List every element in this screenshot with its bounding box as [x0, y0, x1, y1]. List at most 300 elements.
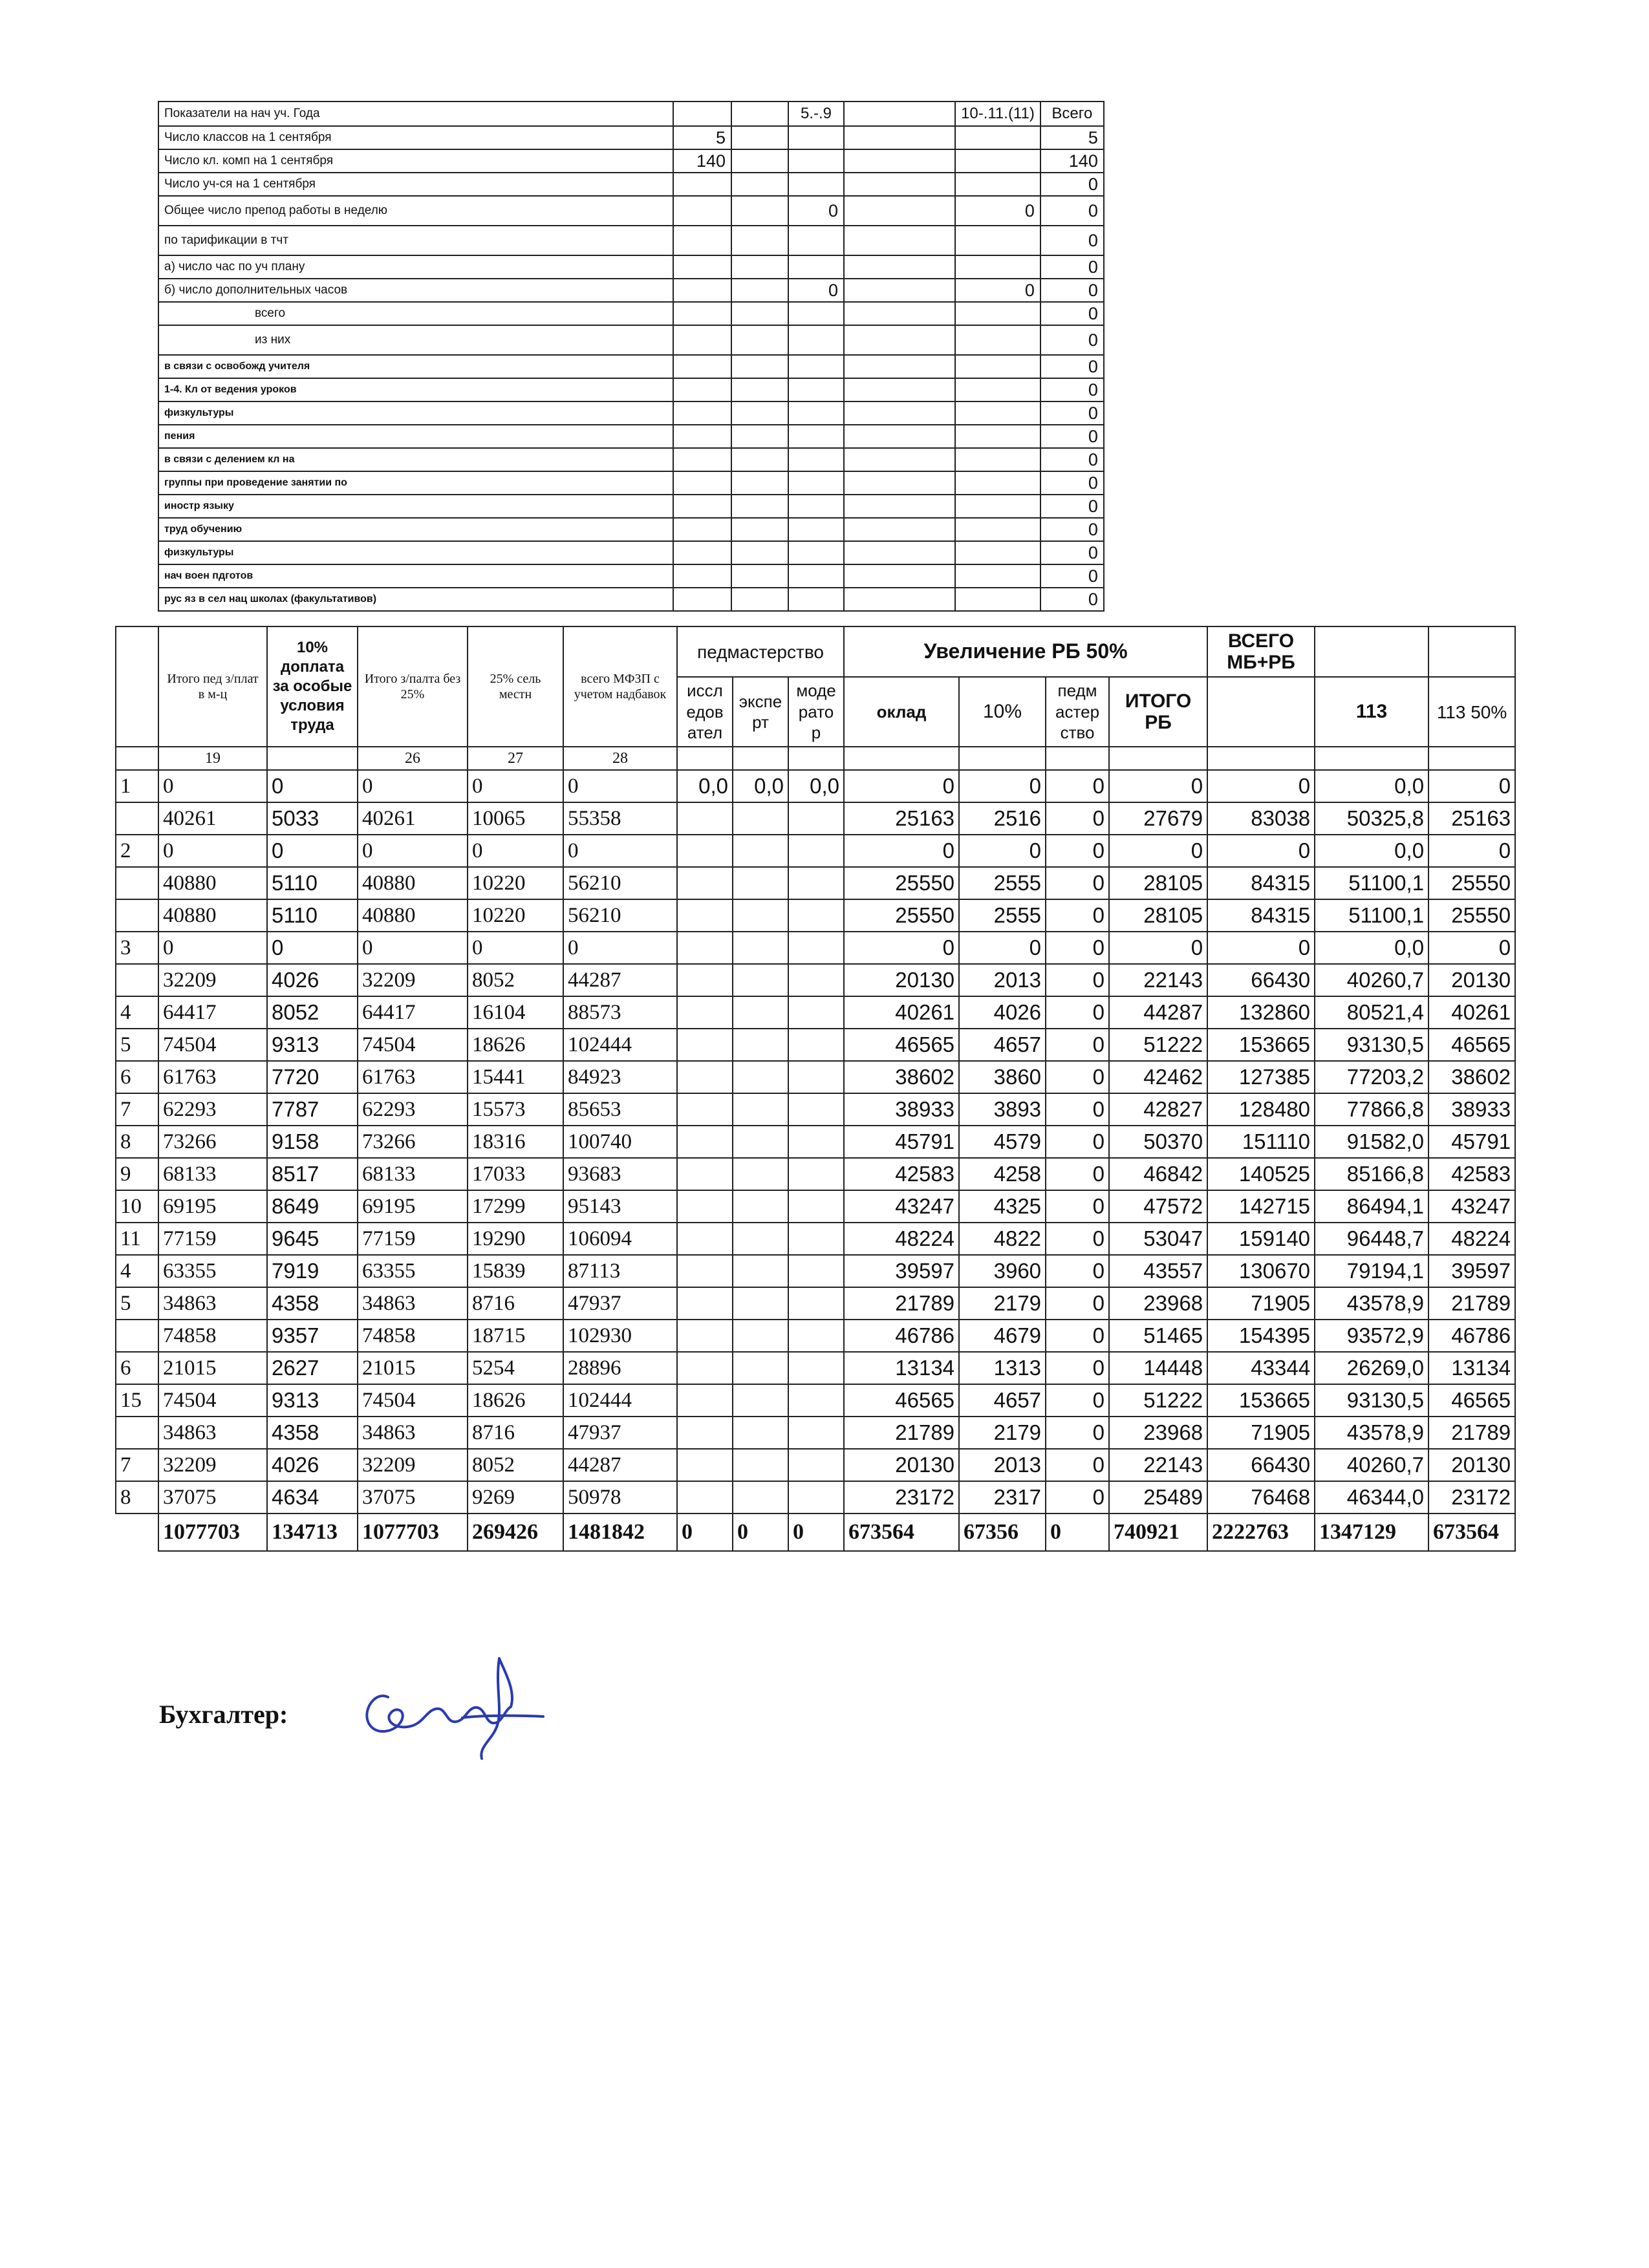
indicator-value [955, 425, 1040, 448]
table-cell: 47937 [563, 1287, 677, 1320]
table-cell [733, 1093, 788, 1126]
table-cell: 0 [1046, 1449, 1109, 1481]
table-cell: 38602 [1428, 1061, 1515, 1093]
table-cell: 4026 [959, 996, 1046, 1029]
table-cell: 20130 [1428, 1449, 1515, 1481]
indicator-row [158, 448, 1104, 471]
indicator-value: 0 [1040, 196, 1104, 226]
table-cell: 0 [1046, 1029, 1109, 1061]
table-cell [677, 1352, 733, 1384]
row-number [116, 1417, 158, 1449]
table-cell: 159140 [1207, 1223, 1315, 1255]
header-salary: оклад [844, 677, 959, 747]
column-index-cell [733, 747, 788, 770]
table-cell [788, 1287, 844, 1320]
indicator-value: 0 [1040, 355, 1104, 378]
table-cell [788, 1384, 844, 1417]
indicator-value [788, 564, 844, 588]
indicator-value: 0 [1040, 226, 1104, 255]
table-cell: 46565 [1428, 1029, 1515, 1061]
table-cell: 5110 [267, 867, 358, 899]
table-cell: 25550 [1428, 899, 1515, 932]
table-cell: 0 [358, 932, 468, 964]
indicator-value [844, 401, 955, 425]
table-cell: 46786 [1428, 1320, 1515, 1352]
header-researcher: иссл едов ател [677, 677, 733, 747]
row-number [116, 867, 158, 899]
table-cell: 2179 [959, 1287, 1046, 1320]
table-cell [733, 1190, 788, 1223]
table-cell: 0 [158, 770, 267, 802]
indicator-value [955, 471, 1040, 495]
table-cell: 77159 [158, 1223, 267, 1255]
table-cell: 0,0 [677, 770, 733, 802]
row-number [116, 1320, 158, 1352]
indicator-value [673, 564, 731, 588]
table-cell [788, 1190, 844, 1223]
indicator-value [731, 173, 788, 196]
table-cell: 40261 [358, 802, 468, 835]
table-cell: 0 [1046, 1352, 1109, 1384]
table-cell: 39597 [1428, 1255, 1515, 1287]
table-cell: 153665 [1207, 1029, 1315, 1061]
column-index-cell [677, 747, 733, 770]
row-number [116, 802, 158, 835]
header-blank-b [1428, 626, 1515, 677]
table-cell: 2317 [959, 1481, 1046, 1514]
indicators-header-row [158, 102, 1104, 126]
indicator-value [844, 226, 955, 255]
table-cell: 43557 [1109, 1255, 1207, 1287]
table-cell: 43247 [844, 1190, 959, 1223]
table-cell: 0 [1428, 770, 1515, 802]
table-cell: 26269,0 [1315, 1352, 1428, 1384]
table-cell: 74504 [358, 1384, 468, 1417]
row-number: 10 [116, 1190, 158, 1223]
indicator-value [788, 149, 844, 173]
table-cell: 32209 [358, 964, 468, 996]
indicator-value [844, 355, 955, 378]
indicator-value: 0 [1040, 495, 1104, 518]
indicator-value [955, 173, 1040, 196]
table-cell: 45791 [844, 1126, 959, 1158]
table-cell: 61763 [158, 1061, 267, 1093]
indicator-value: 140 [1040, 149, 1104, 173]
table-cell [788, 1449, 844, 1481]
table-cell: 71905 [1207, 1417, 1315, 1449]
indicators-header-label: Показатели на нач уч. Года [158, 102, 673, 126]
table-cell: 3960 [959, 1255, 1046, 1287]
total-cell: 67356 [959, 1514, 1046, 1551]
indicator-label: труд обучению [158, 518, 673, 541]
table-cell: 20130 [844, 1449, 959, 1481]
table-cell: 38933 [844, 1093, 959, 1126]
indicator-value [788, 173, 844, 196]
indicator-value [673, 302, 731, 325]
table-cell: 21789 [1428, 1287, 1515, 1320]
indicator-row [158, 226, 1104, 255]
indicator-value [673, 255, 731, 279]
indicator-value [731, 378, 788, 401]
indicator-value [955, 378, 1040, 401]
indicator-row [158, 302, 1104, 325]
table-cell [733, 964, 788, 996]
table-cell: 0 [844, 835, 959, 867]
column-index-cell [788, 747, 844, 770]
table-cell [733, 1352, 788, 1384]
table-cell [677, 1449, 733, 1481]
table-cell: 71905 [1207, 1287, 1315, 1320]
table-cell: 0 [563, 835, 677, 867]
table-cell [677, 996, 733, 1029]
table-cell: 69195 [158, 1190, 267, 1223]
table-row [116, 1223, 1515, 1255]
indicator-row [158, 355, 1104, 378]
row-number: 5 [116, 1029, 158, 1061]
header-moderator: моде рато р [788, 677, 844, 747]
table-cell: 40880 [358, 899, 468, 932]
table-cell: 44287 [1109, 996, 1207, 1029]
column-index-row [116, 747, 1515, 770]
table-cell: 8716 [468, 1287, 563, 1320]
table-cell: 15573 [468, 1093, 563, 1126]
indicator-value [955, 588, 1040, 611]
table-cell: 28896 [563, 1352, 677, 1384]
table-cell: 0 [1046, 1384, 1109, 1417]
table-cell: 0,0 [1315, 932, 1428, 964]
table-cell: 142715 [1207, 1190, 1315, 1223]
table-cell: 50978 [563, 1481, 677, 1514]
table-cell [733, 1223, 788, 1255]
header-total-no25: Итого з/палта без 25% [358, 626, 468, 747]
indicator-label: иностр языку [158, 495, 673, 518]
indicators-header-cell [731, 102, 788, 126]
table-cell [677, 1190, 733, 1223]
indicator-value [788, 226, 844, 255]
table-cell: 0 [1046, 1255, 1109, 1287]
indicator-value: 0 [1040, 588, 1104, 611]
table-cell: 0 [1428, 932, 1515, 964]
table-cell: 68133 [158, 1158, 267, 1190]
total-cell: 0 [677, 1514, 733, 1551]
indicator-value [844, 495, 955, 518]
table-cell: 8052 [468, 1449, 563, 1481]
table-cell: 46565 [1428, 1384, 1515, 1417]
total-cell: 1481842 [563, 1514, 677, 1551]
table-cell: 40880 [158, 867, 267, 899]
indicator-value: 0 [1040, 302, 1104, 325]
indicator-value [955, 302, 1040, 325]
indicator-value: 0 [955, 279, 1040, 302]
table-cell: 69195 [358, 1190, 468, 1223]
table-cell: 128480 [1207, 1093, 1315, 1126]
table-row [116, 867, 1515, 899]
table-cell: 93683 [563, 1158, 677, 1190]
table-cell: 4026 [267, 964, 358, 996]
table-cell: 40261 [844, 996, 959, 1029]
indicator-value [673, 378, 731, 401]
table-row [116, 1029, 1515, 1061]
indicator-value [673, 325, 731, 355]
table-cell: 62293 [358, 1093, 468, 1126]
row-number [116, 964, 158, 996]
indicator-row [158, 149, 1104, 173]
indicator-value [955, 355, 1040, 378]
table-cell: 28105 [1109, 867, 1207, 899]
indicator-value [673, 425, 731, 448]
totals-row [116, 1514, 1515, 1551]
table-row [116, 1255, 1515, 1287]
table-cell: 88573 [563, 996, 677, 1029]
indicator-value [788, 302, 844, 325]
table-cell: 64417 [158, 996, 267, 1029]
indicator-row [158, 196, 1104, 226]
indicator-label: в связи с освобожд учителя [158, 355, 673, 378]
table-cell [788, 1029, 844, 1061]
table-cell: 4325 [959, 1190, 1046, 1223]
row-number: 5 [116, 1287, 158, 1320]
table-cell: 42827 [1109, 1093, 1207, 1126]
row-number: 15 [116, 1384, 158, 1417]
row-number: 1 [116, 770, 158, 802]
table-cell: 23172 [1428, 1481, 1515, 1514]
indicator-label: рус яз в сел нац школах (факультативов) [158, 588, 673, 611]
table-cell: 37075 [358, 1481, 468, 1514]
table-cell: 38933 [1428, 1093, 1515, 1126]
indicator-label: по тарификации в тчт [158, 226, 673, 255]
table-cell: 4358 [267, 1287, 358, 1320]
table-cell: 4358 [267, 1417, 358, 1449]
table-cell [788, 1061, 844, 1093]
table-cell: 0 [563, 770, 677, 802]
table-cell: 76468 [1207, 1481, 1315, 1514]
table-cell [733, 1287, 788, 1320]
indicator-value [955, 226, 1040, 255]
indicator-row [158, 588, 1104, 611]
header-pct10: 10% [959, 677, 1046, 747]
table-row [116, 1352, 1515, 1384]
column-index-cell: 19 [158, 747, 267, 770]
table-cell: 21789 [844, 1287, 959, 1320]
indicator-value [788, 401, 844, 425]
table-cell: 2627 [267, 1352, 358, 1384]
table-cell: 21015 [358, 1352, 468, 1384]
table-cell: 51100,1 [1315, 899, 1428, 932]
indicator-value [788, 355, 844, 378]
table-cell [677, 1481, 733, 1514]
table-cell: 85166,8 [1315, 1158, 1428, 1190]
table-cell: 96448,7 [1315, 1223, 1428, 1255]
indicator-value [673, 355, 731, 378]
table-cell: 0 [1046, 932, 1109, 964]
table-cell: 79194,1 [1315, 1255, 1428, 1287]
table-cell [677, 835, 733, 867]
indicator-value: 5 [673, 126, 731, 149]
indicator-value [788, 495, 844, 518]
table-cell [677, 1417, 733, 1449]
table-cell: 56210 [563, 899, 677, 932]
table-cell: 74504 [158, 1384, 267, 1417]
table-cell: 18715 [468, 1320, 563, 1352]
table-cell: 43247 [1428, 1190, 1515, 1223]
table-cell: 7919 [267, 1255, 358, 1287]
table-cell: 74858 [158, 1320, 267, 1352]
table-cell: 8649 [267, 1190, 358, 1223]
table-cell: 8052 [468, 964, 563, 996]
indicator-value: 0 [1040, 425, 1104, 448]
table-cell: 0 [1207, 932, 1315, 964]
table-cell: 25489 [1109, 1481, 1207, 1514]
indicator-label: из них [158, 325, 673, 355]
table-cell: 25163 [844, 802, 959, 835]
indicator-row [158, 518, 1104, 541]
column-index-cell [1207, 747, 1315, 770]
table-cell [733, 1126, 788, 1158]
table-cell: 43578,9 [1315, 1287, 1428, 1320]
table-cell: 21015 [158, 1352, 267, 1384]
table-cell: 63355 [158, 1255, 267, 1287]
table-cell [788, 835, 844, 867]
table-cell: 73266 [358, 1126, 468, 1158]
table-cell: 0 [844, 932, 959, 964]
indicator-label: физкультуры [158, 401, 673, 425]
indicator-value [731, 564, 788, 588]
indicator-value [955, 564, 1040, 588]
table-cell: 42462 [1109, 1061, 1207, 1093]
row-number: 4 [116, 996, 158, 1029]
table-cell: 51222 [1109, 1029, 1207, 1061]
table-cell: 0 [1046, 996, 1109, 1029]
header-increase: Увеличение РБ 50% [844, 626, 1207, 677]
header-expert: экспе рт [733, 677, 788, 747]
indicator-value [673, 448, 731, 471]
indicator-value: 140 [673, 149, 731, 173]
column-index-cell [267, 747, 358, 770]
indicator-value: 0 [1040, 471, 1104, 495]
row-number: 4 [116, 1255, 158, 1287]
table-cell: 8517 [267, 1158, 358, 1190]
header-pedmaster: педмастерство [677, 626, 844, 677]
indicator-value [731, 302, 788, 325]
column-index-cell [1109, 747, 1207, 770]
table-cell [677, 1093, 733, 1126]
header-total-mfzp: всего МФЗП с учетом надбавок [563, 626, 677, 747]
indicator-label: нач воен пдготов [158, 564, 673, 588]
indicator-value [673, 196, 731, 226]
total-cell: 740921 [1109, 1514, 1207, 1551]
table-cell [733, 1029, 788, 1061]
table-cell: 40260,7 [1315, 964, 1428, 996]
indicator-value [844, 378, 955, 401]
indicator-value [673, 401, 731, 425]
table-cell: 0 [1046, 1417, 1109, 1449]
indicator-value: 0 [1040, 518, 1104, 541]
total-cell: 134713 [267, 1514, 358, 1551]
table-cell: 68133 [358, 1158, 468, 1190]
total-cell: 673564 [844, 1514, 959, 1551]
table-cell: 40880 [158, 899, 267, 932]
table-cell: 0 [563, 932, 677, 964]
salary-table [115, 626, 1516, 1552]
indicator-row [158, 564, 1104, 588]
table-cell: 0 [267, 932, 358, 964]
table-cell: 15441 [468, 1061, 563, 1093]
table-row [116, 1384, 1515, 1417]
header-total-mb-rb: ВСЕГО МБ+РБ [1207, 626, 1315, 677]
indicators-header-cell: 5.-.9 [788, 102, 844, 126]
table-cell: 102444 [563, 1384, 677, 1417]
table-cell: 102444 [563, 1029, 677, 1061]
table-row [116, 964, 1515, 996]
table-cell: 10065 [468, 802, 563, 835]
total-cell: 0 [1046, 1514, 1109, 1551]
table-cell: 2555 [959, 899, 1046, 932]
indicator-label: в связи с делением кл на [158, 448, 673, 471]
table-cell: 56210 [563, 867, 677, 899]
table-cell: 66430 [1207, 964, 1315, 996]
table-cell: 4822 [959, 1223, 1046, 1255]
indicators-table [158, 101, 1105, 612]
table-cell: 0 [1428, 835, 1515, 867]
indicator-value [731, 541, 788, 564]
table-cell: 130670 [1207, 1255, 1315, 1287]
table-cell: 0 [468, 932, 563, 964]
table-cell [788, 1320, 844, 1352]
table-cell: 127385 [1207, 1061, 1315, 1093]
indicator-value [844, 255, 955, 279]
table-cell [677, 964, 733, 996]
table-cell: 0 [1046, 1158, 1109, 1190]
table-cell: 0 [1046, 1061, 1109, 1093]
table-cell: 9158 [267, 1126, 358, 1158]
indicator-value [673, 495, 731, 518]
table-cell [677, 932, 733, 964]
table-cell: 74504 [158, 1029, 267, 1061]
table-cell: 0 [1046, 899, 1109, 932]
indicator-value [731, 448, 788, 471]
table-cell: 4634 [267, 1481, 358, 1514]
table-cell: 37075 [158, 1481, 267, 1514]
table-cell: 0 [959, 835, 1046, 867]
indicator-row [158, 255, 1104, 279]
column-index-cell [116, 747, 158, 770]
table-cell: 9645 [267, 1223, 358, 1255]
table-cell: 73266 [158, 1126, 267, 1158]
totals-blank [116, 1514, 158, 1551]
header-blank-a [1315, 626, 1428, 677]
column-index-cell [1428, 747, 1515, 770]
header-bonus10: 10% доплата за особые условия труда [267, 626, 358, 747]
indicator-label: всего [158, 302, 673, 325]
indicators-header-cell: Всего [1040, 102, 1104, 126]
table-cell: 43578,9 [1315, 1417, 1428, 1449]
table-cell [733, 1158, 788, 1190]
table-cell: 2013 [959, 1449, 1046, 1481]
table-cell: 77203,2 [1315, 1061, 1428, 1093]
row-number: 6 [116, 1352, 158, 1384]
indicator-label: пения [158, 425, 673, 448]
table-cell: 46344,0 [1315, 1481, 1428, 1514]
table-cell: 39597 [844, 1255, 959, 1287]
table-cell [677, 899, 733, 932]
table-row [116, 932, 1515, 964]
indicator-label: б) число дополнительных часов [158, 279, 673, 302]
row-number: 2 [116, 835, 158, 867]
indicator-row [158, 471, 1104, 495]
table-cell: 25163 [1428, 802, 1515, 835]
indicator-value [955, 401, 1040, 425]
header-rural25: 25% сель местн [468, 626, 563, 747]
